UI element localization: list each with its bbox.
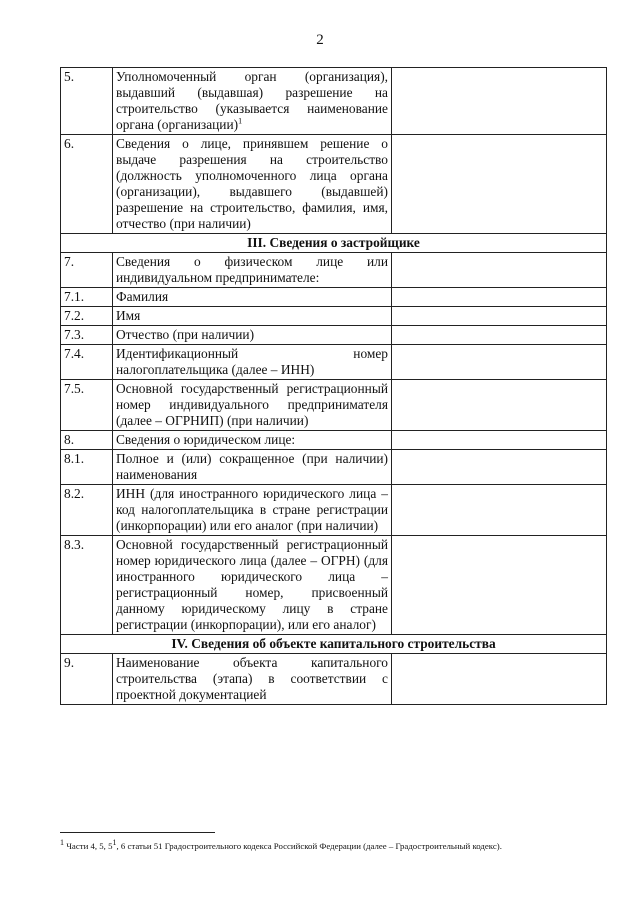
form-row <box>61 288 607 307</box>
form-row <box>61 253 607 288</box>
footnote-marker: 1 <box>60 838 64 848</box>
row-number: 7.3. <box>61 326 113 345</box>
footnote <box>60 840 610 852</box>
row-number: 7.1. <box>61 288 113 307</box>
section-header-row <box>61 635 607 654</box>
section-title: IV. Сведения об объекте капитального строительства <box>61 635 607 654</box>
row-label <box>113 288 392 307</box>
row-value-cell <box>392 326 607 345</box>
row-value-cell <box>392 380 607 431</box>
form-row <box>61 307 607 326</box>
row-label-text: Сведения о лице, принявшем решение о выдаче разрешения на строительство (должность уполномоченного лица органа (организации), выдавшего (выдавшей) разрешение на строительство, фамилия, имя, отчество (при наличии) <box>116 136 388 231</box>
row-value-cell <box>392 345 607 380</box>
form-row <box>61 654 607 705</box>
form-row <box>61 135 607 234</box>
page-number: 2 <box>316 32 324 48</box>
row-number: 9. <box>61 654 113 705</box>
row-number: 7.5. <box>61 380 113 431</box>
row-label <box>113 450 392 485</box>
row-label <box>113 307 392 326</box>
footnote-text-a: Части 4, 5, 5 <box>64 841 113 851</box>
row-label <box>113 253 392 288</box>
row-number: 5. <box>61 68 113 135</box>
section-header-row <box>61 234 607 253</box>
row-value-cell <box>392 68 607 135</box>
row-value-cell <box>392 253 607 288</box>
row-value-cell <box>392 288 607 307</box>
row-label <box>113 654 392 705</box>
row-number: 6. <box>61 135 113 234</box>
row-label-text: Отчество (при наличии) <box>116 327 255 342</box>
form-row <box>61 450 607 485</box>
row-value-cell <box>392 450 607 485</box>
row-label-text: ИНН (для иностранного юридического лица – код налогоплательщика в стране регистрации (инкорпорации) или его аналог (при наличии) <box>116 486 388 533</box>
row-label <box>113 345 392 380</box>
row-value-cell <box>392 431 607 450</box>
row-label-text: Уполномоченный орган (организация), выдавший (выдавшая) разрешение на строительство (указывается наименование органа (организации) <box>116 69 388 132</box>
footnote-reference: 1 <box>238 116 243 126</box>
form-row <box>61 536 607 635</box>
form-row <box>61 431 607 450</box>
row-number: 7.2. <box>61 307 113 326</box>
form-row <box>61 380 607 431</box>
row-label <box>113 68 392 135</box>
section-title: III. Сведения о застройщике <box>61 234 607 253</box>
row-label <box>113 431 392 450</box>
row-label <box>113 135 392 234</box>
row-value-cell <box>392 485 607 536</box>
row-number: 7. <box>61 253 113 288</box>
row-value-cell <box>392 536 607 635</box>
row-label-text: Основной государственный регистрационный номер юридического лица (далее – ОГРН) (для иностранного юридического лица – регистрационный номер, присвоенный данному юридическому лицу в стране регистрации (инкорпорации), или его аналог) <box>116 537 388 632</box>
footnote-text-b: , 6 статьи 51 Градостроительного кодекса Российской Федерации (далее – Градостроительный кодекс). <box>116 841 502 851</box>
row-number: 8.1. <box>61 450 113 485</box>
form-table-body <box>61 68 607 705</box>
form-row <box>61 326 607 345</box>
row-label <box>113 326 392 345</box>
form-row <box>61 345 607 380</box>
footnote-separator <box>60 832 215 833</box>
row-value-cell <box>392 307 607 326</box>
row-number: 8.3. <box>61 536 113 635</box>
row-number: 8.2. <box>61 485 113 536</box>
row-label <box>113 536 392 635</box>
form-row <box>61 485 607 536</box>
row-label-text: Наименование объекта капитального строительства (этапа) в соответствии с проектной документацией <box>116 655 388 702</box>
footnote-inner-sup: 1 <box>112 838 117 848</box>
row-number: 8. <box>61 431 113 450</box>
row-value-cell <box>392 654 607 705</box>
row-value-cell <box>392 135 607 234</box>
row-label-text: Имя <box>116 308 141 323</box>
row-label <box>113 485 392 536</box>
row-label-text: Сведения о физическом лице или индивидуальном предпринимателе: <box>116 254 388 285</box>
row-number: 7.4. <box>61 345 113 380</box>
permit-form-table <box>60 67 607 705</box>
row-label-text: Идентификационный номер налогоплательщика (далее – ИНН) <box>116 346 388 377</box>
row-label <box>113 380 392 431</box>
row-label-text: Фамилия <box>116 289 169 304</box>
row-label-text: Сведения о юридическом лице: <box>116 432 296 447</box>
row-label-text: Основной государственный регистрационный номер индивидуального предпринимателя (далее – ОГРНИП) (при наличии) <box>116 381 388 428</box>
form-row <box>61 68 607 135</box>
row-label-text: Полное и (или) сокращенное (при наличии) наименования <box>116 451 388 482</box>
